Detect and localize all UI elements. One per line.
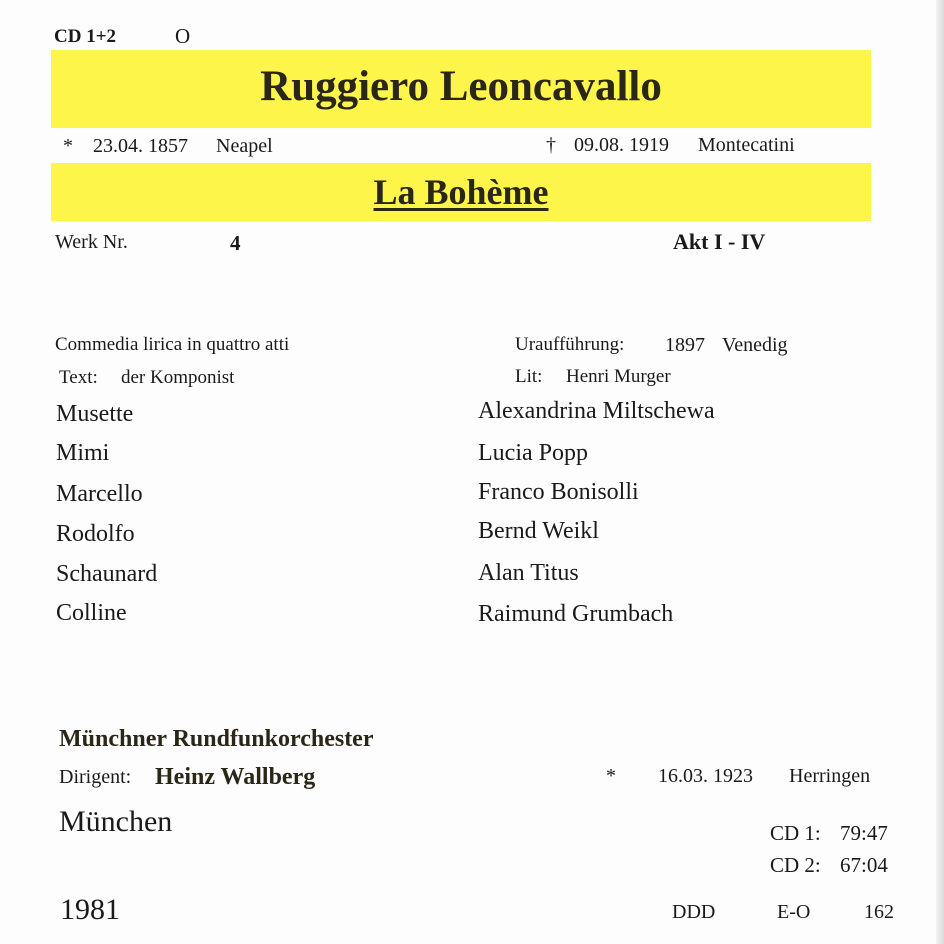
orchestra: Münchner Rundfunkorchester	[59, 726, 374, 752]
premiere-label: Uraufführung:	[515, 334, 625, 355]
cast-singer: Franco Bonisolli	[478, 479, 639, 505]
birth-date: 23.04. 1857	[93, 135, 188, 157]
lit-value: Henri Murger	[566, 366, 671, 387]
text-label: Text:	[59, 367, 98, 388]
cast-singer: Alan Titus	[478, 560, 579, 586]
recording-year: 1981	[60, 893, 120, 926]
conductor-birth-date: 16.03. 1923	[658, 765, 753, 787]
duration-time: 79:47	[840, 821, 888, 845]
duration-time: 67:04	[840, 853, 888, 877]
cd-label: CD 1+2	[54, 26, 117, 47]
cast-role: Marcello	[56, 481, 143, 507]
conductor-name: Heinz Wallberg	[155, 764, 316, 790]
premiere-place: Venedig	[722, 334, 788, 356]
genre: Commedia lirica in quattro atti	[55, 334, 290, 355]
conductor-birth-symbol: *	[606, 765, 616, 787]
format-code: DDD	[672, 901, 716, 923]
cast-singer: Bernd Weikl	[478, 518, 599, 544]
birth-symbol: *	[63, 135, 73, 157]
conductor-label: Dirigent:	[59, 766, 132, 788]
werk-label: Werk Nr.	[55, 231, 128, 253]
birth-place: Neapel	[216, 135, 273, 157]
header-marker: O	[175, 24, 191, 48]
death-symbol: †	[546, 134, 556, 156]
lit-label: Lit:	[515, 366, 543, 387]
cast-role: Musette	[56, 401, 134, 427]
death-date: 09.08. 1919	[574, 134, 669, 156]
duration-label: CD 1:	[770, 821, 821, 845]
catalog-code: E-O	[777, 901, 811, 923]
page-edge-shadow	[936, 0, 944, 944]
composer-name: Ruggiero Leoncavallo	[260, 63, 662, 110]
cast-role: Schaunard	[56, 561, 158, 587]
work-title: La Bohème	[373, 172, 549, 212]
cast-singer: Alexandrina Miltschewa	[478, 398, 715, 424]
duration-label: CD 2:	[770, 853, 821, 877]
catalog-number: 162	[864, 901, 894, 923]
text-value: der Komponist	[121, 367, 235, 388]
death-place: Montecatini	[698, 134, 795, 156]
premiere-year: 1897	[665, 334, 705, 356]
werk-number: 4	[230, 231, 241, 255]
cast-role: Rodolfo	[56, 521, 135, 547]
conductor-birth-place: Herringen	[789, 765, 871, 787]
cast-role: Colline	[56, 600, 127, 626]
recording-city: München	[59, 805, 173, 838]
cast-role: Mimi	[56, 440, 110, 466]
akt-range: Akt I - IV	[673, 229, 766, 254]
cast-singer: Raimund Grumbach	[478, 601, 674, 627]
cast-singer: Lucia Popp	[478, 440, 588, 466]
